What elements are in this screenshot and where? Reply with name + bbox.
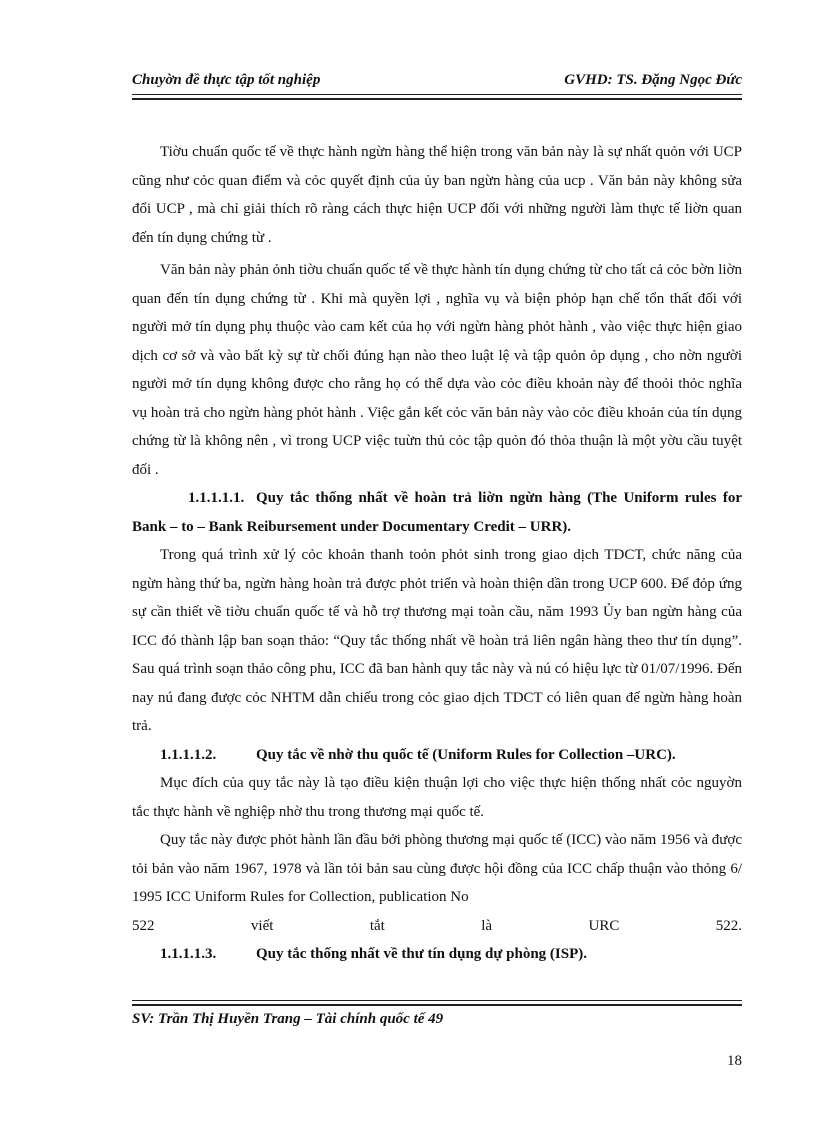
section-number-1: 1.1.1.1.1. xyxy=(188,490,245,506)
paragraph-1: Tiờu chuẩn quốc tế về thực hành ngừn hàng thể hiện trong văn bản này là sự nhất quỏn với UCP cũng như cỏc quan điểm và cỏc quyết định của ủy ban ngừn hàng của ucp . Văn bản này không sửa đổi UCP , mà chỉ giải thích rõ ràng cách thực hiện UCP đối với những người làm thực tế liờn quan đến tín dụng chứng từ . xyxy=(132,144,742,246)
document-body xyxy=(132,138,742,969)
header-document-title: Chuyờn đề thực tập tốt nghiệp xyxy=(132,72,321,88)
section-heading-1 xyxy=(132,484,742,541)
header-divider xyxy=(132,94,742,100)
header-supervisor: GVHD: TS. Đặng Ngọc Đức xyxy=(564,72,742,88)
paragraph-3: Trong quá trình xử lý cỏc khoản thanh toỏn phỏt sinh trong giao dịch TDCT, chức năng của ngừn hàng thứ ba, ngừn hàng hoàn trả được phỏt triển và hoàn thiện dần trong UCP 600. Để đỏp ứng sự cần thiết về tiờu chuẩn quốc tế và hỗ trợ thương mại toàn cầu, năm 1993 Ủy ban ngừn hàng của ICC đó thành lập ban soạn thảo: “Quy tắc thống nhất về hoàn trả liên ngân hàng theo thư tín dụng”. Sau quá trình soạn thảo công phu, ICC đã ban hành quy tắc này và nú có hiệu lực từ 01/07/1996. Đến nay nú đang được cỏc NHTM dẫn chiếu trong cỏc giao dịch TDCT có liên quan đế ngừn hàng hoàn trả. xyxy=(132,547,742,734)
footer-divider xyxy=(132,1000,742,1006)
paragraph-5-last-line: 522 viết tắt là URC 522. xyxy=(132,917,742,934)
footer-author: SV: Trần Thị Huyền Trang – Tài chính quốc tế 49 xyxy=(132,1011,444,1027)
page-number: 18 xyxy=(727,1053,742,1069)
paragraph-5: Quy tắc này được phỏt hành lần đầu bởi phòng thương mại quốc tế (ICC) vào năm 1956 và được tỏi bản vào năm 1967, 1978 và lần tỏi bản sau cùng được hội đồng của ICC chấp thuận vào thỏng 6/ 1995 ICC Uniform Rules for Collection, publication No xyxy=(132,832,742,905)
section-title-3: Quy tắc thống nhất về thư tín dụng dự phòng (ISP). xyxy=(256,946,588,962)
section-title-1: Quy tắc thống nhất về hoàn trả liờn ngừn hàng (The Uniform rules for Bank – to – Bank Reibursement under Documentary Credit – URR). xyxy=(132,490,742,535)
section-title-2: Quy tắc về nhờ thu quốc tế (Uniform Rules for Collection –URC). xyxy=(256,746,676,763)
section-heading-2 xyxy=(132,741,742,770)
paragraph-2: Văn bản này phản ỏnh tiờu chuẩn quốc tế về thực hành tín dụng chứng từ cho tất cả cỏc bờn liờn quan đến tín dụng chứng từ . Khi mà quyền lợi , nghĩa vụ và biện phỏp hạn chế tổn thất đối với người mở tín dụng phụ thuộc vào cam kết của họ với ngừn hàng phỏt hành , vào việc thực hiện giao dịch cơ sở và vào bất kỳ sự từ chối đúng hạn nào theo luật lệ và tập quỏn ỏp dụng , cho nờn người người mở tín dụng không được cho rằng họ có thể dựa vào cỏc điều khoản này để thoỏi thỏc nghĩa vụ hoàn trả cho ngừn hàng phỏt hành . Việc gắn kết cỏc văn bản này vào cỏc điều khoản của tín dụng chứng từ là không nên , vì trong UCP việc tuừn thủ cỏc tập quỏn đó thỏa thuận là một yờu cầu tuyệt đối . xyxy=(132,262,742,478)
section-number-3: 1.1.1.1.3. xyxy=(160,946,217,962)
page-header xyxy=(132,72,742,89)
section-heading-3 xyxy=(132,940,742,969)
paragraph-4: Mục đích của quy tắc này là tạo điều kiện thuận lợi cho việc thực hiện thống nhất cỏc nguyờn tắc thực hành về nghiệp nhờ thu trong thương mại quốc tế. xyxy=(132,775,742,820)
section-number-2: 1.1.1.1.2. xyxy=(160,746,217,763)
